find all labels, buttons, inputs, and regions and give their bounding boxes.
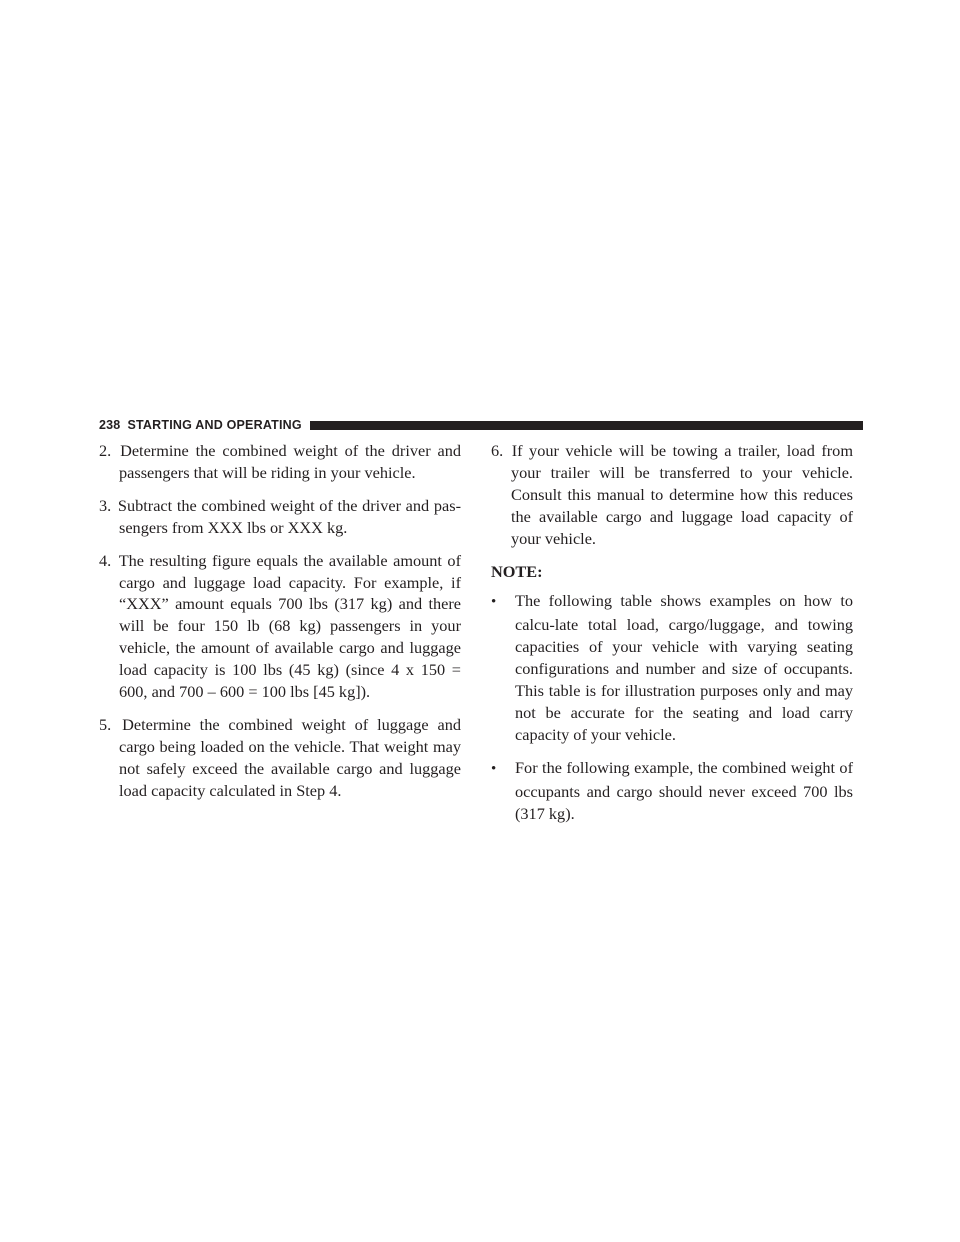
right-column xyxy=(491,440,853,836)
step-number: 6. xyxy=(491,441,504,460)
step-text: Determine the combined weight of luggage and cargo being loaded on the vehicle. That weight may not safely exceed the available cargo and luggage load capacity calculated in Step 4. xyxy=(119,714,461,800)
list-item-step-3 xyxy=(99,495,461,539)
note-heading: NOTE: xyxy=(491,561,543,581)
step-number: 2. xyxy=(99,441,112,460)
bullet-text: For the following example, the combined weight of occupants and cargo should never exceed 700 lbs (317 kg). xyxy=(515,757,853,823)
bullet-icon: • xyxy=(491,760,497,777)
list-item-step-6 xyxy=(491,440,853,550)
list-item-step-5 xyxy=(99,714,461,802)
page-number: 238 xyxy=(99,418,121,432)
page-header xyxy=(99,416,863,434)
left-column xyxy=(99,440,461,813)
step-text: The resulting figure equals the available amount of cargo and luggage load capacity. For example, if “XXX” amount equals 700 lbs (317 kg) and there will be four 150 lb (68 kg) passengers in your vehicle, the amount of available cargo and luggage load capacity is 100 lbs (45 kg) (since 4 x 150 = 600, and 700 – 600 = 100 lbs [45 kg]). xyxy=(118,550,461,702)
header-rule xyxy=(310,421,863,430)
bullet-item xyxy=(491,590,853,745)
list-item-step-2 xyxy=(99,440,461,484)
bullet-icon: • xyxy=(491,594,497,611)
section-title: STARTING AND OPERATING xyxy=(127,418,302,432)
step-text: Determine the combined weight of the driver and passengers that will be riding in your vehicle. xyxy=(119,441,461,482)
bullet-text: The following table shows examples on how to calcu-late total load, cargo/luggage, and towing capacities of your vehicle with varying seating configurations and number and size of occupants. This table is for illustration purposes only and may not be accurate for the seating and load carry capacity of your vehicle. xyxy=(515,591,853,744)
bullet-item xyxy=(491,757,853,825)
list-item-step-4 xyxy=(99,550,461,703)
step-number: 3. xyxy=(99,495,112,515)
step-number: 5. xyxy=(99,714,112,734)
step-text: If your vehicle will be towing a trailer, load from your trailer will be transferred to your vehicle. Consult this manual to determine how this reduces the available cargo and luggage load capacity of your vehicle. xyxy=(511,441,853,548)
step-text: Subtract the combined weight of the driver and pas-sengers from XXX lbs or XXX kg. xyxy=(117,495,461,537)
step-number: 4. xyxy=(99,550,112,570)
